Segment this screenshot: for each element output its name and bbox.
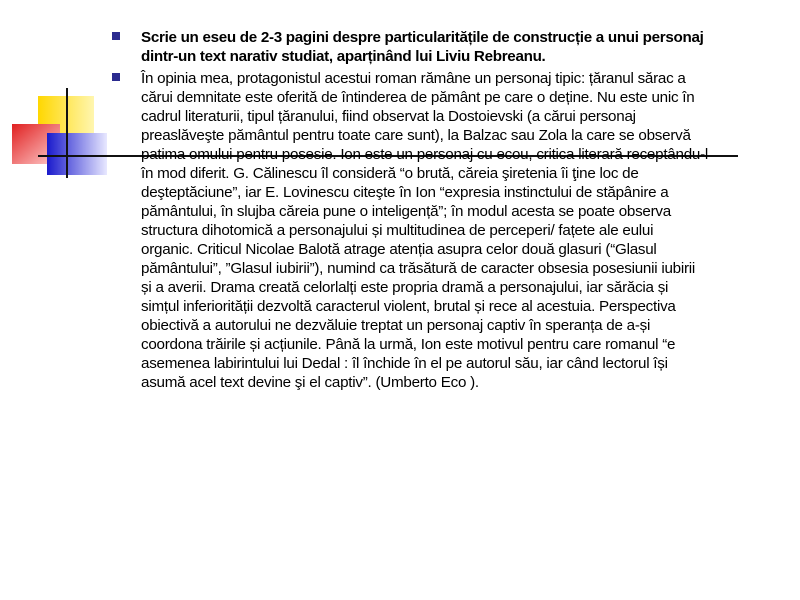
essay-line: pământului, în slujba căreia pune o inteligență”; în modul acesta se poate observa bbox=[141, 203, 671, 220]
square-bullet-icon bbox=[112, 73, 120, 81]
blue-square bbox=[47, 133, 107, 175]
bullet-task bbox=[112, 28, 782, 66]
essay-line: cadrul literaturii, tipul țăranului, fiind observat la Dostoievski (a cărui personaj bbox=[141, 108, 636, 125]
essay-line: deşteptăciune”, iar E. Lovinescu citeşte în Ion “expresia instinctului de stăpânire a bbox=[141, 184, 669, 201]
bullet-essay bbox=[112, 69, 782, 392]
yellow-square bbox=[38, 96, 94, 146]
square-bullet-icon bbox=[112, 32, 120, 40]
essay-line: patima omului pentru posesie. Ion este un personaj cu ecou, critica literară receptându-l bbox=[141, 146, 709, 163]
essay-line: organic. Criticul Nicolae Balotă atrage atenția asupra celor două glasuri (“Glasul bbox=[141, 241, 657, 258]
essay-line: asumă acel text devine şi el captiv”. (Umberto Eco ). bbox=[141, 374, 479, 391]
essay-line: simțul inferiorității dezvoltă caracterul violent, brutal și rece al acestuia. Perspectiva bbox=[141, 298, 676, 315]
essay-line: în mod diferit. G. Călinescu îl consideră “o brută, căreia şiretenia îi ţine loc de bbox=[141, 165, 639, 182]
essay-line: cărui demnitate este oferită de întinderea de pământ pe care o deține. Nu este unic în bbox=[141, 89, 695, 106]
task-line-2: dintr-un text narativ studiat, aparținând lui Liviu Rebreanu. bbox=[141, 48, 546, 65]
red-square bbox=[12, 124, 60, 164]
essay-line: În opinia mea, protagonistul acestui roman rămâne un personaj tipic: țăranul sărac a bbox=[141, 70, 686, 87]
essay-line: și a averii. Drama creată celorlalți este propria dramă a personajului, iar sărăcia și bbox=[141, 279, 669, 296]
essay-line: pământului”, ”Glasul iubirii”), numind ca trăsătură de caracter obsesia posesiunii iubirii bbox=[141, 260, 696, 277]
slide-content bbox=[112, 28, 782, 394]
essay-line: structura dihotomică a personajului și multitudinea de perceperi/ fațete ale eului bbox=[141, 222, 654, 239]
essay-line: coordona trăirile și acțiunile. Până la urmă, Ion este motivul pentru care romanul “e bbox=[141, 336, 676, 353]
task-line-1: Scrie un eseu de 2-3 pagini despre particularitățile de construcție a unui personaj bbox=[141, 29, 704, 46]
essay-line: preaslăveşte pământul pentru toate care sunt), la Balzac sau Zola la care se observă bbox=[141, 127, 691, 144]
essay-line: obiectivă a autorului ne dezvăluie treptat un personaj captiv în speranța de a-și bbox=[141, 317, 651, 334]
essay-line: asemenea labirintului lui Dedal : îl închide în el pe autorul său, iar când lectorul își bbox=[141, 355, 668, 372]
